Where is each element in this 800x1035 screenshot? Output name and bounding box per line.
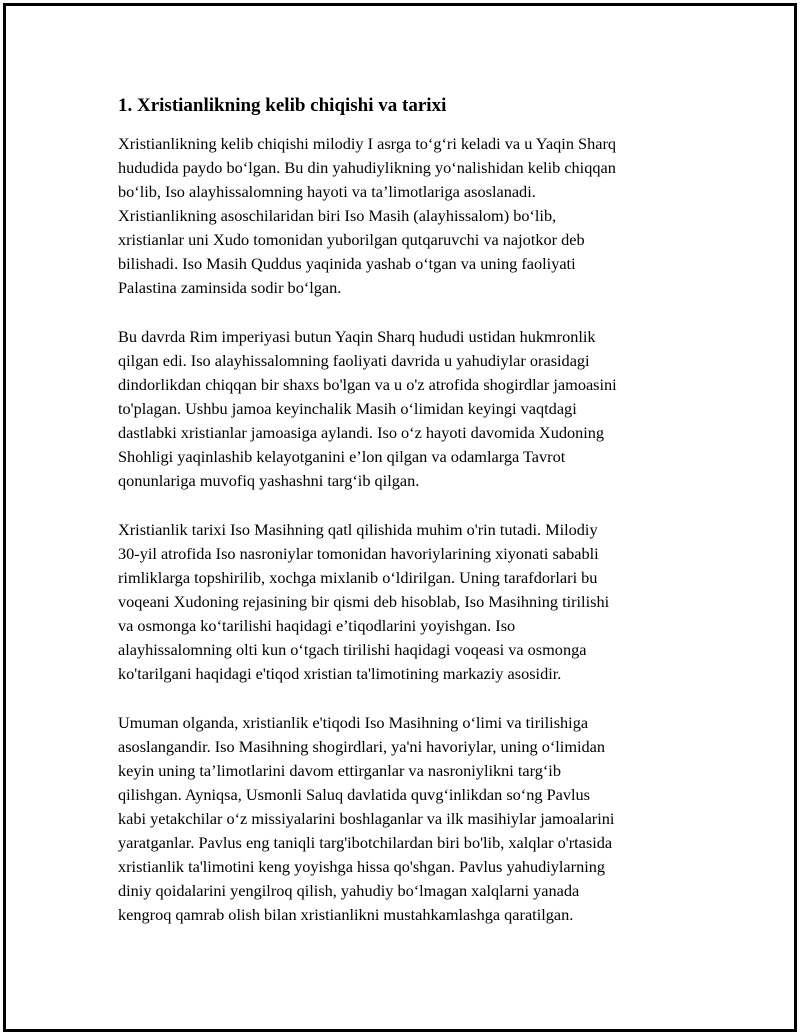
- document-body: [118, 94, 688, 952]
- section-title: 1. Xristianlikning kelib chiqishi va tarixi: [118, 95, 447, 116]
- paragraph-2: Bu davrda Rim imperiyasi butun Yaqin Sharq hududi ustidan hukmronlik qilgan edi. Iso alayhissalomning faoliyati davrida u yahudiylar orasidagi dindorlikdan chiqqan bir shaxs bo'lgan va u o'z atrofida shogirdlar jamoasini to'plagan. Ushbu jamoa keyinchalik Masih o‘limidan keyingi vaqtdagi dastlabki xristianlar jamoasiga aylandi. Iso o‘z hayoti davomida Xudoning Shohligi yaqinlashib kelayotganini e’lon qilgan va odamlarga Tavrot qonunlariga muvofiq yashashni targ‘ib qilgan.: [118, 327, 617, 490]
- paragraph-4: Umuman olganda, xristianlik e'tiqodi Iso Masihning o‘limi va tirilishiga asoslangandir. Iso Masihning shogirdlari, ya'ni havoriylar, uning o‘limidan keyin uning ta’limotlarini davom ettirganlar va nasroniylikni targ‘ib qilishgan. Ayniqsa, Usmonli Saluq davlatida quvg‘inlikdan so‘ng Pavlus kabi yetakchilar o‘z missiyalarini boshlaganlar va ilk masihiylar jamoalarini yaratganlar. Pavlus eng taniqli targ'ibotchilardan biri bo'lib, xalqlar o'rtasida xristianlik ta'limotini keng yoyishga hissa qo'shgan. Pavlus yahudiylarning diniy qoidalarini yengilroq qilish, yahudiy bo‘lmagan xalqlarni yanada kengroq qamrab olish bilan xristianlikni mustahkamlashga qaratilgan.: [118, 713, 615, 924]
- paragraph-3: Xristianlik tarixi Iso Masihning qatl qilishida muhim o'rin tutadi. Milodiy 30-yil atrofida Iso nasroniylar tomonidan havoriylarining xiyonati sababli rimliklarga topshirilib, xochga mixlanib o‘ldirilgan. Uning tarafdorlari bu voqeani Xudoning rejasining bir qismi deb hisoblab, Iso Masihning tirilishi va osmonga ko‘tarilishi haqidagi e’tiqodlarini yoyishgan. Iso alayhissalomning olti kun o‘tgach tirilishi haqidagi voqeasi va osmonga ko'tarilgani haqidagi e'tiqod xristian ta'limotining markaziy asosidir.: [118, 520, 610, 683]
- paragraph-1: Xristianlikning kelib chiqishi milodiy I asrga to‘g‘ri keladi va u Yaqin Sharq hududida paydo bo‘lgan. Bu din yahudiylikning yo‘nalishidan kelib chiqqan bo‘lib, Iso alayhissalomning hayoti va ta’limotlariga asoslanadi. Xristianlikning asoschilaridan biri Iso Masih (alayhissalom) bo‘lib, xristianlar uni Xudo tomonidan yuborilgan qutqaruvchi va najotkor deb bilishadi. Iso Masih Quddus yaqinida yashab o‘tgan va uning faoliyati Palastina zaminsida sodir bo‘lgan.: [118, 134, 617, 297]
